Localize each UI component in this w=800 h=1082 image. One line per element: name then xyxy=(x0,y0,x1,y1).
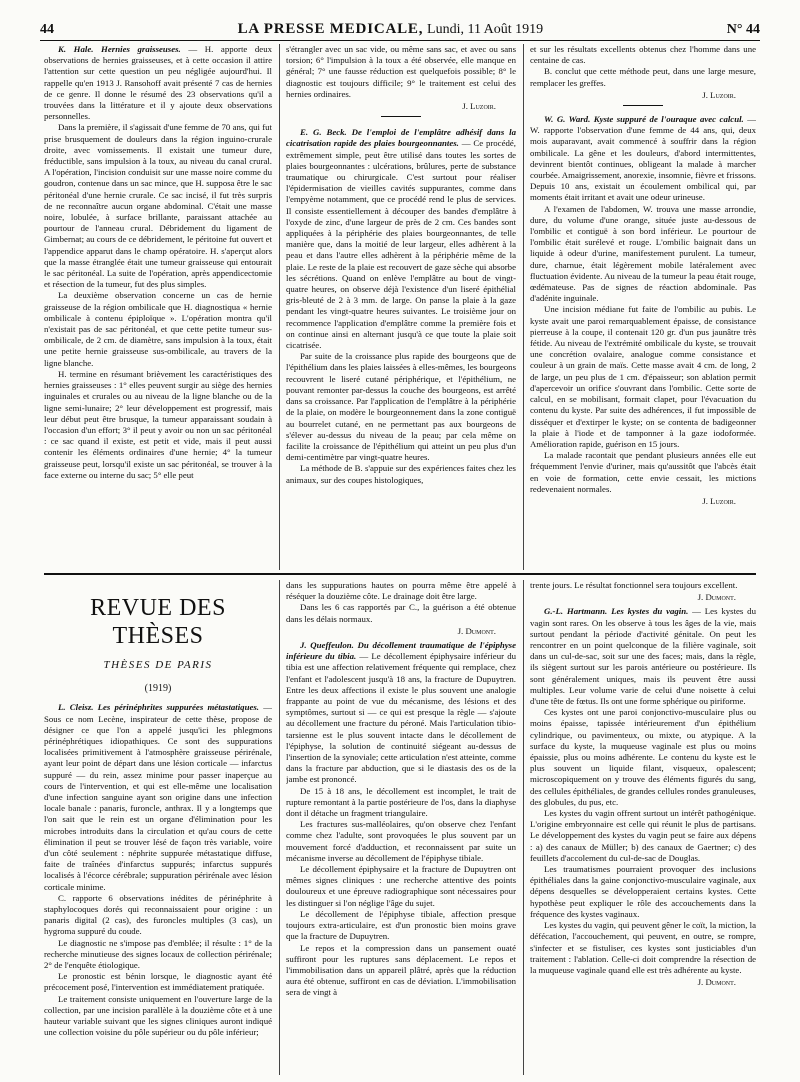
paragraph: H. termine en résumant brièvement les caractéristiques des hernies graisseuses : 1° elles peuvent surgir au siège des hernies inguinales et crurales ou au niveau de la ligne blanche ou de la ligne semi-lunaire; 2° leur développement est progressif, mais leur début peut être brusque, la tumeur apparaissant soudain à l'occasion d'un effort; 3° il peut y avoir ou non un sac péritonéal : ce sac quand il existe, est petit et vide, mais il peut aussi contenir les éléments ordinaires d'une hernie; 4° la tumeur graisseuse peut, lorsqu'il existe un sac péritonéal, se trouver à la face externe ou interne du sac; 5° elle peut xyxy=(44,368,272,480)
article-hartmann xyxy=(530,606,756,707)
article-separator xyxy=(381,116,421,117)
article-ward xyxy=(530,114,756,204)
paragraph: Le décollement épiphysaire et la fracture de Dupuytren ont mêmes signes cliniques : une recherche attentive des points douloureux et une épreuve radiographique sont nécessaires pour les distinguer si l'on néglige l'âge du sujet. xyxy=(286,864,516,908)
issue-date: Lundi, 11 Août 1919 xyxy=(427,22,544,37)
paragraph: Le traitement consiste uniquement en l'ouverture large de la collection, par une incision parallèle à la douzième côte et à une hauteur variable suivant que les signes cliniques auront indiqué une collection voisine du pôle supérieur ou du pôle inférieur; xyxy=(44,993,272,1038)
article-column xyxy=(530,44,756,512)
article-cleisz xyxy=(44,702,272,892)
paragraph: A l'examen de l'abdomen, W. trouva une masse arrondie, dure, du volume d'une orange, située juste au-dessous de l'ombilic et contiguë à son bord inférieur. Le pourtour de l'ombilic était surélevé et rouge. L'ombilic baignait dans un liquide à odeur d'urine, manifestement purulent. La tumeur, dure, charnue, était légèrement mobile latéralement avec fluctuation évidente. Au niveau de la tumeur la peau était rouge, œdémateuse. Pas de signes de réaction abdominale. Pas d'adénite inguinale. xyxy=(530,203,756,304)
paragraph: Le diagnostic ne s'impose pas d'emblée; il résulte : 1° de la recherche minutieuse des signes locaux de collection périrénale; 2° de l'enquête étiologique. xyxy=(44,937,272,971)
article-heading: J. Queffeulon. Du décollement traumatique de l'épiphyse inférieure du tibia. xyxy=(286,640,516,662)
column-divider xyxy=(279,580,280,1075)
page-number-left: 44 xyxy=(40,22,54,37)
article-column xyxy=(286,44,516,512)
paragraph: La méthode de B. s'appuie sur des expériences faites chez les animaux, sur des coupes histologiques, xyxy=(286,463,516,485)
section-year: (1919) xyxy=(144,683,172,695)
paragraph: Le pronostic est bénin lorsque, le diagnostic ayant été précocement posé, l'intervention est immédiatement pratiquée. xyxy=(44,971,272,993)
paragraph: — Sous ce nom Lecène, inspirateur de cette thèse, propose de désigner ce que l'on a appelé jusqu'ici les phlegmons périnéphrétiques idiopathiques. Ce sont des suppurations localisées primitivement à l'atmosphère graisseuse périrénale, ayant leur point de départ dans une lésion corticale — infarctus suppuré — du rein, assez minime pour passer inaperçue au cours de l'intervention, et qui est elle-même une localisation d'une infection sanguine ayant son origine dans une infection locale banale : panaris, furoncle, anthrax. Il y a longtemps que l'on sait que le rein est un organe d'élimination pour les microbes introduits dans la circulation et qu'au cours de cette élimination il peut se trouver lésé de façon très variable, voire d'un côté seulement : néphrite suppurée métastatique diffuse, faite de traînées d'infarctus suppurés; infarctus suppurés localisés à l'écorce cérébrale; suppuration périrénale avec lésion corticale minime. xyxy=(44,702,272,892)
article-heading: W. G. Ward. Kyste suppuré de l'ouraque avec calcul. xyxy=(544,114,744,125)
paragraph: — H. apporte deux observations de hernies graisseuses, et à cette occasion il attire l'attention sur cette question un peu négligée aujourd'hui. Il rappelle qu'en 1913 J. Ransohoff avait présenté 7 cas de hernies de ce genre. Il donne le résumé des 23 observations qu'il a trouvées dans la littérature et il y ajoute deux observations personnelles. xyxy=(44,44,272,122)
article-heading: K. Hale. Hernies graisseuses. xyxy=(58,44,181,54)
paragraph: Le décollement de l'épiphyse tibiale, affection presque toujours extra-articulaire, est d'un pronostic bien moins grave que la fracture de Dupuytren. xyxy=(286,908,516,942)
article-queffeulon xyxy=(286,640,516,786)
journal-masthead xyxy=(238,21,544,38)
article-separator xyxy=(623,105,663,106)
paragraph: Les fractures sus-malléolaires, qu'on observe chez l'enfant comme chez l'adulte, sont provoquées le plus souvent par un mouvement forcé d'adduction, et reconnaissent par suite un mécanisme inverse au décollement de l'épiphyse tibiale. xyxy=(286,819,516,863)
author-signature: J. Luzoir. xyxy=(702,89,736,100)
page-header xyxy=(40,12,760,41)
article-heading: L. Cleisz. Les périnéphrites suppurées métastatiques. xyxy=(58,702,260,713)
paragraph: De 15 à 18 ans, le décollement est incomplet, le trait de rupture remontant à la partie postérieure de l'os, dans la diaphyse dont il détache un fragment triangulaire. xyxy=(286,785,516,819)
paragraph: Dans la première, il s'agissait d'une femme de 70 ans, qui fut prise brusquement de douleurs dans la région inguino-crurale droite, avec vomissements. Il existait une tumeur dure, fréductible, sans impulsion à la toux, au niveau du canal crural. A l'opération, l'incision conduisit sur une masse noire comme du goudron, contenue dans un sac mince, que H. supposa être le sac péritonéal d'une hernie crurale. Ce sac incisé, il fut très surpris de ne reconnaître aucun organe abdominal. C'était une masse noire, lobulée, à surface brillante, paraissant attachée au pourtour de l'anneau crural. Débridement du ligament de Gimbernat; au cours de ce débridement, le péritoine fut ouvert et l'appendice apparut dans le champ opératoire. H. s'aperçut alors que la masse étranglée était une tumeur graisseuse qui entourait le sac péritonéal. La suite de l'opération, après appendicectomie et résection de la tumeur, fut des plus simples. xyxy=(44,122,272,290)
paragraph: C. rapporte 6 observations inédites de périnéphrite à staphylocoques dorés qui reconnaissaient pour origine : un panaris digital (2 cas), des furoncles multiples (3 cas), un hygroma suppuré du coude. xyxy=(44,892,272,937)
issue-number: N° 44 xyxy=(726,22,760,37)
paragraph: dans les suppurations hautes on pourra même être appelé à réséquer la douzième côte. Le drainage doit être large. xyxy=(286,580,516,602)
section-rule xyxy=(44,573,756,575)
paragraph: Le repos et la compression dans un pansement ouaté suffiront pour les ruptures sans déplacement. Le repos et l'immobilisation dans un appareil plâtré, après que la réduction aura été obtenue, suffiront en cas de déviation. L'immobilisation sera de vingt à xyxy=(286,942,516,998)
author-signature: J. Luzoir. xyxy=(462,101,496,112)
section-subtitle: THÈSES DE PARIS xyxy=(103,659,213,671)
article-column xyxy=(44,580,272,1070)
article-column xyxy=(530,580,756,1070)
author-signature: J. Dumont. xyxy=(457,625,496,636)
paragraph: — Le décollement épiphysaire inférieur du tibia est une affection relativement fréquente qui remplace, chez l'enfant et l'adolescent jusqu'à 18 ans, la fracture de Dupuytren. Entre les deux affections il existe le plus souvent une analogie frappante au point de vue du mécanisme, des lésions et des symptômes, surtout si — ce qui est presque la règle — s'ajoute au décollement une fracture du péroné. Mais l'articulation tibio-tarsienne est le plus souvent intacte dans le décollement de l'épiphyse, la solution de continuité siégeant au-dessus de l'insertion de la synoviale; cette articulation n'est atteinte, comme dans la fracture par abduction, que si le diastasis des os de la jambe est prononcé. xyxy=(286,651,516,785)
paragraph: — W. rapporte l'observation d'une femme de 44 ans, qui, deux mois auparavant, avait commencé à souffrir dans la région ombilicale. La gêne et les douleurs, d'abord intermittentes, devinrent bientôt continues, obligeant la malade à marcher courbée. Amaigrissement, anorexie, insomnie, fièvre et frissons. Depuis 10 ans, existait un écoulement ombilical qui, par moments était irritant et avait une odeur urineuse. xyxy=(530,114,756,203)
paragraph: trente jours. Le résultat fonctionnel sera toujours excellent. xyxy=(530,580,738,590)
paragraph: — Ce procédé, extrêmement simple, peut être utilisé dans toutes les sortes de plaies bourgeonnantes : ulcérations, brûlures, perte de substance traumatique ou chirurgicale. C'est surtout pour réaliser l'épidermisation de vieilles cavités suppurantes, comme dans l'empyème notamment, que ce procédé rend le plus de services. Il consiste essentiellement à découper des bandes d'emplâtre à l'oxyde de zinc, d'une largeur de près de 2 cm. Ces bandes sont appliquées à la périphérie des plaies bourgeonnantes, de telle manière que, dans la moitié de leur largeur, elles adhèrent à la peau et dans l'autre elles adhèrent à la périphérie même de la plaie. Le reste de la plaie est recouvert de gaze sèche qui absorbe les sécrétions. Quand on enlève l'emplâtre au bout de vingt-quatre heures, on observe déjà l'existence d'un liseré épithélial gris-bleuté de 2 à 3 mm. de large. On panse la plaie à la gaze pendant les vingt-quatre heures suivantes. Le troisième jour on recommence l'application d'emplâtre comme la première fois et on continue ainsi en alternant jusqu'à ce que toute la plaie soit cicatrisée. xyxy=(286,138,516,351)
article-beck xyxy=(286,127,516,351)
paragraph: Ces kystes ont une paroi conjonctivo-musculaire plus ou moins épaisse, tapissée intérieurement d'un épithélium cylindrique, ou pavimenteux, ou mixte, ou atypique. A la surface du kyste, la muqueuse vaginale est plus ou moins épaissie, plus ou moins adhérente. Le contenu du kyste est le plus souvent un liquide filant, visqueux, opalescent; microscopiquement on y trouve des éléments figurés du sang, des cellules épithéliales, de grandes cellules rondes granuleuses, des globules, du pus, etc. xyxy=(530,707,756,807)
paragraph: — Les kystes du vagin sont rares. On les observe à tous les âges de la vie, mais surtout pendant la période d'activité génitale. On peut les rencontrer en un point quelconque de la filière vaginale, soit dans un cul-de-sac, soit sur une des faces; mais, dans la règle, ils siègent surtout sur les parois antérieure ou postérieure. Ils sont généralement uniques, mais ils peuvent être aussi multiples. Leur volume varie de celui d'une noisette à celui d'une tête de fœtus. Ils ont une forme sphérique ou piriforme. xyxy=(530,606,756,707)
paragraph: s'étrangler avec un sac vide, ou même sans sac, et avec ou sans torsion; 6° l'impulsion à la toux a été observée, elle manque en général; 7° une fausse réduction est quelquefois possible; 8° le diagnostic est toujours difficile; 9° le traitement est celui des hernies ordinaires. xyxy=(286,44,516,99)
paragraph: Les kystes du vagin, qui peuvent gêner le coït, la miction, la défécation, l'accouchement, qui peuvent, en outre, se rompre, s'infecter et se fistuliser, ces kystes sont justiciables d'un traitement : l'ablation. Celle-ci doit comprendre la résection de la muqueuse vaginale quand elle est très adhérente au kyste. xyxy=(530,920,756,975)
paragraph: La malade racontait que pendant plusieurs années elle eut fréquemment l'envie d'uriner, mais qu'aussitôt que l'abcès était en voie de formation, cette envie cessait, les mictions redevenaient normales. xyxy=(530,450,756,494)
paragraph: Par suite de la croissance plus rapide des bourgeons que de l'épithélium dans les plaies laissées à elles-mêmes, les bourgeons recouvrent le liseré cutané périphérique, et l'épithélium, ne pouvant remonter par-dessus la couche des bourgeons, est arrêté dans sa croissance. Par l'application de l'emplâtre à la périphérie de la plaie, on modère le bourgeonnement dans la zone contiguë au bourrelet cutané, en ne permettant pas aux bourgeons de s'élever au-dessus du niveau de la peau; par cela même on facilite la croissance de l'épithélium qui atteint un peu plus d'un demi-centimètre par vingt-quatre heures. xyxy=(286,351,516,463)
paragraph: et sur les résultats excellents obtenus chez l'homme dans une centaine de cas. xyxy=(530,44,756,66)
journal-title: LA PRESSE MEDICALE, xyxy=(237,21,424,37)
article-hale xyxy=(44,44,272,122)
article-heading: G.-L. Hartmann. Les kystes du vagin. xyxy=(544,606,689,617)
author-signature: J. Dumont. xyxy=(697,592,736,603)
paragraph: B. conclut que cette méthode peut, dans une large mesure, remplacer les greffes. xyxy=(530,66,756,88)
column-divider xyxy=(523,44,524,570)
column-divider xyxy=(523,580,524,1075)
article-column xyxy=(286,580,516,1070)
column-divider xyxy=(279,44,280,570)
paragraph: Les kystes du vagin offrent surtout un intérêt pathogénique. L'origine embryonnaire est celle qui réunit le plus de partisans. Le développement des kystes du vagin peut se faire aux dépens : a) des canaux de Müller; b) des canaux de Gaertner; c) des feuillets d'accolement du cul-de-sac de Douglas. xyxy=(530,808,756,863)
author-signature: J. Dumont. xyxy=(697,977,736,988)
author-signature: J. Luzoir. xyxy=(702,495,736,506)
paragraph: La deuxième observation concerne un cas de hernie graisseuse de la région ombilicale que H. diagnostiqua « hernie ombilicale à contenu épiploïque ». L'opération montra qu'il n'existait pas de sac péritonéal, et que cette petite tumeur sus-ombilicale, de 2 cm. de diamètre, sans impulsion à la toux, était une petite hernie graisseuse sus-ombilicale, au travers de la ligne blanche. xyxy=(44,290,272,368)
paragraph: Dans les 6 cas rapportés par C., la guérison a été obtenue dans les délais normaux. xyxy=(286,602,516,624)
article-column xyxy=(44,44,272,512)
section-title: REVUE DES THÈSES xyxy=(90,595,226,649)
paragraph: Les traumatismes pourraient provoquer des inclusions épithéliales dans la gaine conjonctivo-musculaire vaginale, aux dépens desquelles se développeraient certains kystes. Cette hypothèse peut expliquer le rôle des accouchements dans la fréquence des kystes vaginaux. xyxy=(530,864,756,919)
paragraph: Une incision médiane fut faite de l'ombilic au pubis. Le kyste avait une paroi remarquablement épaisse, de consistance pierreuse à la coupe, il contenait 120 gr. d'un pus jaunâtre très fétide. Au niveau de l'extrémité ombilicale du kyste, se trouvait une concrétion ovalaire, analogue comme consistance et couleur à un grain de maïs. Cette masse avait 4 cm. de long, 2 de large, un peu plus de 1 cm. d'épaisseur; son ablation permit d'apercevoir un orifice s'ouvrant dans l'ombilic. Cette sorte de calcul, en se mobilisant, formait clapet, pour l'évacuation du contenu du kyste. Par suite des adhérences, il fut impossible de disséquer et d'extirper le kyste; on se contenta de badigeonner la plaie à l'iode et de tamponner à la gaze iodoformée. Amélioration rapide, guérison en 15 jours. xyxy=(530,304,756,449)
article-heading: E. G. Beck. De l'emploi de l'emplâtre adhésif dans la cicatrisation rapide des plaies bourgeonnantes. xyxy=(286,127,516,149)
